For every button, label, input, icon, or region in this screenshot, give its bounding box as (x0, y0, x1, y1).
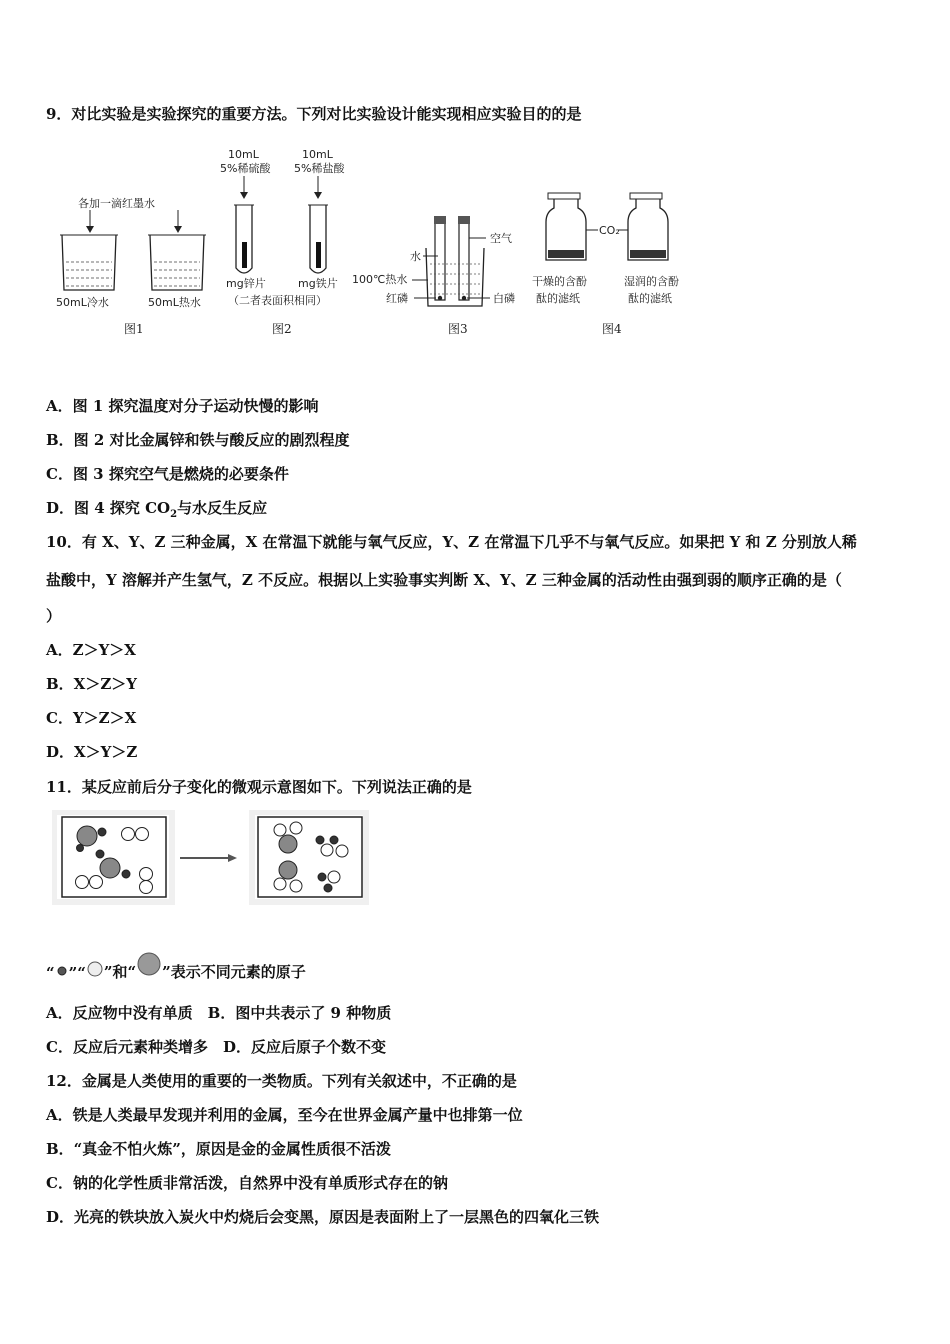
q10-stem-3: ） (46, 607, 62, 625)
fig3-caption: 图3 (448, 322, 468, 336)
beaker-cold (62, 235, 116, 290)
q11-options-row-1: A．反应物中没有单质 B．图中共表示了 9 种物质 (46, 1004, 392, 1022)
fig4-gas: CO₂ (599, 224, 620, 237)
legend-quote-1: “ (46, 964, 55, 982)
fig2-acid1-line2: 5%稀硫酸 (220, 162, 271, 175)
fig3-red-p: 红磷 (386, 292, 408, 305)
q10-option-c: C．Y＞Z＞X (46, 709, 137, 727)
legend-and: ”和“ (103, 963, 137, 981)
fig4-caption: 图4 (602, 322, 622, 336)
q12-stem: 12．金属是人类使用的重要的一类物质。下列有关叙述中，不正确的是 (46, 1072, 517, 1090)
white-atom-icon (86, 960, 104, 982)
q9-stem: 9．对比实验是实验探究的重要方法。下列对比实验设计能实现相应实验目的的是 (46, 105, 582, 123)
large-gray-atom-icon (136, 952, 162, 982)
figure-4 (532, 193, 679, 336)
fig1-caption: 图1 (124, 322, 144, 336)
fig3-white-p: 白磷 (493, 292, 515, 305)
tube-air (459, 224, 469, 300)
q11-stem: 11．某反应前后分子变化的微观示意图如下。下列说法正确的是 (46, 778, 472, 796)
q9-option-d-pre: D．图 4 探究 CO (46, 499, 171, 517)
q11-legend (46, 952, 306, 982)
fig4-wet-line2: 酞的滤纸 (628, 292, 672, 305)
fig2-note: （二者表面积相同） (228, 294, 327, 307)
q9-option-d (46, 497, 267, 520)
fig4-wet-line1: 湿润的含酚 (624, 275, 679, 288)
q10-stem-1: 10．有 X、Y、Z 三种金属，X 在常温下就能与氧气反应，Y、Z 在常温下几乎不与氧气反应。如果把 Y 和 Z 分别放人稀 (46, 533, 857, 551)
q10-stem-2: 盐酸中，Y 溶解并产生氢气，Z 不反应。根据以上实验事实判断 X、Y、Z 三种金属的活动性由强到弱的顺序正确的是（ (46, 571, 842, 589)
fig1-top-label: 各加一滴红墨水 (78, 197, 155, 210)
fig2-metal2: mg铁片 (298, 277, 338, 290)
fig2-metal1: mg锌片 (226, 277, 266, 290)
fig2-acid2-line2: 5%稀盐酸 (294, 162, 345, 175)
fig4-dry-line2: 酞的滤纸 (536, 292, 580, 305)
q10-option-d: D．X＞Y＞Z (46, 743, 138, 761)
q12-option-a: A．铁是人类最早发现并利用的金属，至今在世界金属产量中也排第一位 (46, 1106, 523, 1124)
fig2-caption: 图2 (272, 322, 292, 336)
fig1-hot-label: 50mL热水 (148, 296, 201, 309)
fig2-acid2-line1: 10mL (302, 148, 333, 161)
beaker-hot (150, 235, 204, 290)
fig3-hot-water: 100℃热水 (352, 273, 408, 286)
q11-molecule-diagram (52, 810, 372, 906)
q9-option-b: B．图 2 对比金属锌和铁与酸反应的剧烈程度 (46, 431, 350, 449)
figure-1 (56, 196, 206, 336)
q12-option-b: B．“真金不怕火炼”，原因是金的金属性质很不活泼 (46, 1140, 391, 1158)
figure-2 (220, 148, 345, 336)
q10-option-b: B．X＞Z＞Y (46, 675, 137, 693)
tube-water (435, 224, 445, 300)
legend-tail: ”表示不同元素的原子 (162, 963, 306, 981)
small-dark-atom-icon (55, 964, 69, 982)
iron-strip (316, 242, 321, 268)
fig3-air: 空气 (490, 232, 512, 245)
zinc-strip (242, 242, 247, 268)
fig1-cold-label: 50mL冷水 (56, 296, 109, 309)
q11-options-row-2: C．反应后元素种类增多 D．反应后原子个数不变 (46, 1038, 386, 1056)
q12-option-d: D．光亮的铁块放入炭火中灼烧后会变黑，原因是表面附上了一层黑色的四氧化三铁 (46, 1208, 600, 1226)
q10-option-a: A．Z＞Y＞X (46, 641, 136, 659)
fig3-water: 水 (410, 250, 421, 263)
q9-option-d-sub: 2 (170, 509, 178, 520)
q9-option-c: C．图 3 探究空气是燃烧的必要条件 (46, 465, 289, 483)
legend-quote-2: ”“ (68, 964, 86, 982)
q9-option-d-post: 与水反生反应 (177, 499, 268, 517)
q12-option-c: C．钠的化学性质非常活泼，自然界中没有单质形式存在的钠 (46, 1174, 448, 1192)
q9-figure (40, 140, 720, 345)
figure-3 (352, 216, 515, 336)
fig2-acid1-line1: 10mL (228, 148, 259, 161)
q9-option-a: A．图 1 探究温度对分子运动快慢的影响 (46, 397, 319, 415)
fig4-dry-line1: 干燥的含酚 (532, 275, 587, 288)
